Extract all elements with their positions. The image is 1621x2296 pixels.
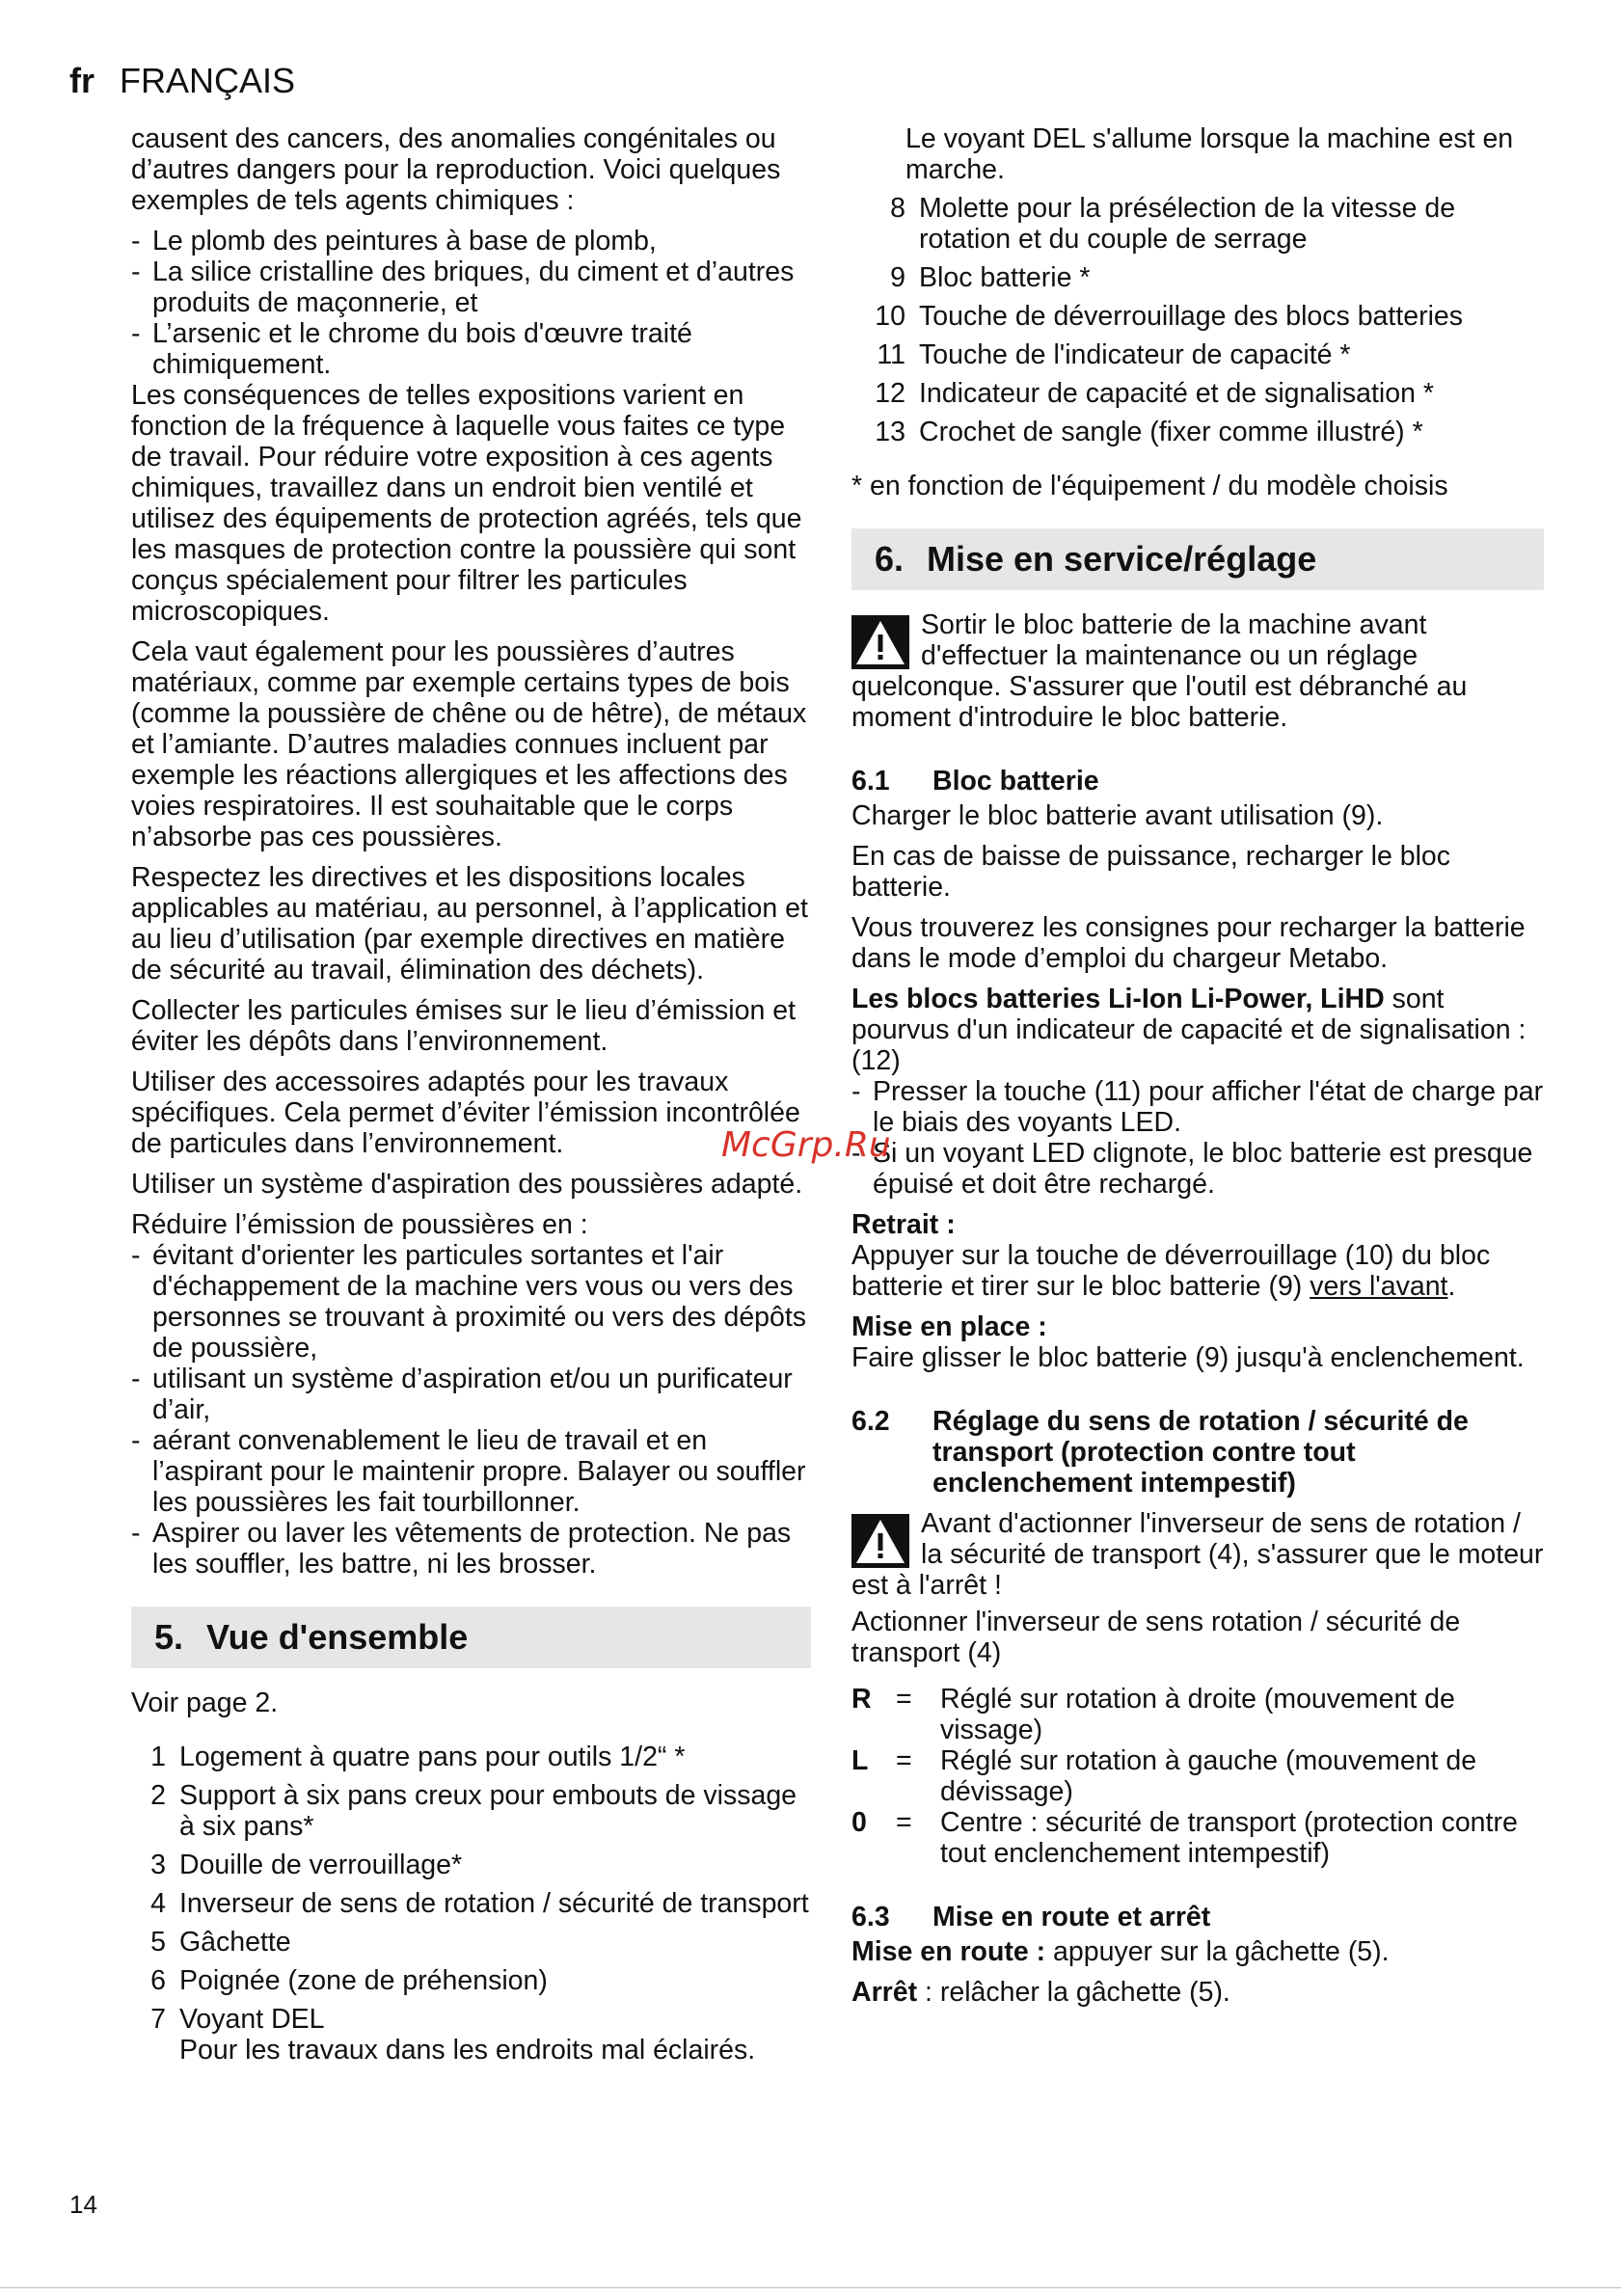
list-item: - Le plomb des peintures à base de plomb, [131,226,811,257]
section-title: Vue d'ensemble [206,1617,469,1657]
list-item: 2 Support à six pans creux pour embouts de vissage à six pans* [150,1780,797,1842]
list-item: 1 Logement à quatre pans pour outils 1/2“ * [150,1742,686,1772]
list-item: 13 Crochet de sangle (fixer comme illustré) * [875,417,1423,447]
section-title: Mise en service/réglage [927,539,1317,579]
paragraph-accessories: Utiliser des accessoires adaptés pour les travaux spécifiques. Cela permet d’éviter l’émission incontrôlée de particules dans l’environnement. [131,1067,800,1159]
paragraph-liion: Les blocs batteries Li-Ion Li-Power, LiHD sont pourvus d'un indicateur de capacité et de signalisation : (12) [851,984,1526,1076]
list-item: - utilisant un système d’aspiration et/ou un purificateur d’air, [131,1364,811,1425]
section-number: 5. [154,1617,184,1657]
paragraph-reduce: Réduire l’émission de poussières en : [131,1209,588,1240]
language-title: FRANÇAIS [120,61,296,100]
language-code: fr [69,61,95,100]
paragraph-charge: Charger le bloc batterie avant utilisation (9). [851,800,1384,831]
list-item: 12 Indicateur de capacité et de signalisation * [875,378,1434,409]
list-item: - Si un voyant LED clignote, le bloc batterie est presque épuisé et doit être rechargé. [851,1138,1544,1200]
list-item: - Presser la touche (11) pour afficher l'état de charge par le biais des voyants LED. [851,1076,1544,1138]
paragraph-actionner: Actionner l'inverseur de sens rotation / sécurité de transport (4) [851,1607,1461,1668]
overview-list [112,1742,811,2066]
list-item: 4 Inverseur de sens de rotation / sécurité de transport [150,1888,809,1919]
overview-item-7-continuation: Le voyant DEL s'allume lorsque la machine est en marche. [905,123,1514,185]
list-item: - aérant convenablement le lieu de travail et en l’aspirant pour le maintenir propre. Balayer ou souffler les poussières les fait tourbillonner. [131,1425,811,1518]
list-item: - L’arsenic et le chrome du bois d'œuvre traité chimiquement. [131,318,811,380]
paragraph-retrait: Appuyer sur la touche de déverrouillage (10) du bloc batterie et tirer sur le bloc batterie (9) vers l'avant. [851,1240,1491,1302]
paragraph-baisse: En cas de baisse de puissance, recharger le bloc batterie. [851,841,1451,903]
section-number: 6. [875,539,905,579]
section-5-heading [131,1607,811,1668]
list-item: 11 Touche de l'indicateur de capacité * [877,339,1351,370]
list-item: 7 Voyant DEL Pour les travaux dans les endroits mal éclairés. [150,2004,756,2066]
watermark: McGrp.Ru [721,1125,891,1165]
paragraph-dust: Cela vaut également pour les poussières d’autres matériaux, comme par exemple certains types de bois (comme la poussière de chêne ou de hêtre), de métaux et l’amiante. D’autres maladies connues incluent par exemple les réactions allergiques et les affections des voies respiratoires. Il est souhaitable que le corps n’absorbe pas ces poussières. [131,636,807,852]
warning-block [851,609,1544,733]
warning-icon [851,615,909,669]
chemical-agents-list [131,226,811,380]
warning-icon [851,1514,909,1568]
mise-en-place-label: Mise en place : [851,1311,1047,1342]
warning-text: Sortir le bloc batterie de la machine avant d'effectuer la maintenance ou un réglage quelconque. S'assurer que l'outil est débranché au moment d'introduire le bloc batterie. [851,609,1468,733]
list-item: 6 Poignée (zone de préhension) [150,1965,548,1996]
underlined-text: vers l'avant [1310,1271,1448,1302]
list-item: 3 Douille de verrouillage* [150,1850,463,1880]
paragraph-collect: Collecter les particules émises sur le lieu d’émission et éviter les dépôts dans l’environnement. [131,995,797,1057]
overview-list-continued [851,193,1544,447]
warning-text: Avant d'actionner l'inverseur de sens de rotation / la sécurité de transport (4), s'assurer que le moteur est à l'arrêt ! [851,1508,1544,1601]
page-number: 14 [69,2190,97,2219]
liion-list [851,1076,1544,1200]
paragraph-consignes: Vous trouverez les consignes pour recharger la batterie dans le mode d’emploi du chargeur Metabo. [851,912,1526,974]
list-item: - évitant d'orienter les particules sortantes et l'air d'échappement de la machine vers vous ou vers des personnes se trouvant à proximité ou vers des dépôts de poussière, [131,1240,811,1364]
bottom-divider [0,2287,1621,2288]
rotation-definitions [851,1684,1544,1869]
subsection-6-1-heading: 6.1 Bloc batterie [851,766,1099,797]
paragraph-directives: Respectez les directives et les dispositions locales applicables au matériau, au personnel, à l’application et au lieu d’utilisation (par exemple directives en matière de sécurité au travail, élimination des déchets). [131,862,808,986]
reduce-dust-list [131,1240,811,1580]
retrait-label: Retrait : [851,1209,956,1240]
paragraph-consequences: Les conséquences de telles expositions varient en fonction de la fréquence à laquelle vous faites ce type de travail. Pour réduire votre exposition à ces agents chimiques, travaillez dans un endroit bien ventilé et utilisez des équipements de protection agréés, tels que les masques de protection contre la poussière qui sont conçus spécialement pour filtrer les particules microscopiques. [131,380,802,627]
list-item: 9 Bloc batterie * [890,262,1091,293]
subsection-6-2-heading: 6.2 Réglage du sens de rotation / sécurité de transport (protection contre tout enclenchement intempestif) [851,1406,1469,1499]
left-column [131,123,811,2073]
list-item: - La silice cristalline des briques, du ciment et d’autres produits de maçonnerie, et [131,257,811,318]
section-6-heading [851,528,1544,590]
paragraph-voir-page: Voir page 2. [131,1688,279,1718]
paragraph-aspiration: Utiliser un système d'aspiration des poussières adapté. [131,1169,803,1200]
footnote: * en fonction de l'équipement / du modèle choisis [851,471,1448,501]
list-item: 10 Touche de déverrouillage des blocs batteries [875,301,1464,332]
paragraph-mise-en-route: Mise en route : appuyer sur la gâchette (5). [851,1936,1390,1967]
list-item: 8 Molette pour la présélection de la vitesse de rotation et du couple de serrage [890,193,1456,255]
list-item: - Aspirer ou laver les vêtements de protection. Ne pas les souffler, les battre, ni les brosser. [131,1518,811,1580]
paragraph-arret: Arrêt : relâcher la gâchette (5). [851,1977,1230,2008]
warning-block [851,1508,1544,1601]
subsection-6-3-heading: 6.3 Mise en route et arrêt [851,1902,1211,1932]
right-column [851,123,1544,2017]
definition-row: R = Réglé sur rotation à droite (mouvement de vissage) [851,1684,1455,1745]
definition-row: 0 = Centre : sécurité de transport (protection contre tout enclenchement intempestif) [851,1807,1518,1869]
page-header [69,61,296,100]
definition-row: L = Réglé sur rotation à gauche (mouvement de dévissage) [851,1745,1477,1807]
paragraph-intro: causent des cancers, des anomalies congénitales ou d’autres dangers pour la reproduction. Voici quelques exemples de tels agents chimiques : [131,123,781,216]
paragraph-mise-en-place: Faire glisser le bloc batterie (9) jusqu'à enclenchement. [851,1342,1525,1373]
list-item: 5 Gâchette [150,1927,291,1958]
